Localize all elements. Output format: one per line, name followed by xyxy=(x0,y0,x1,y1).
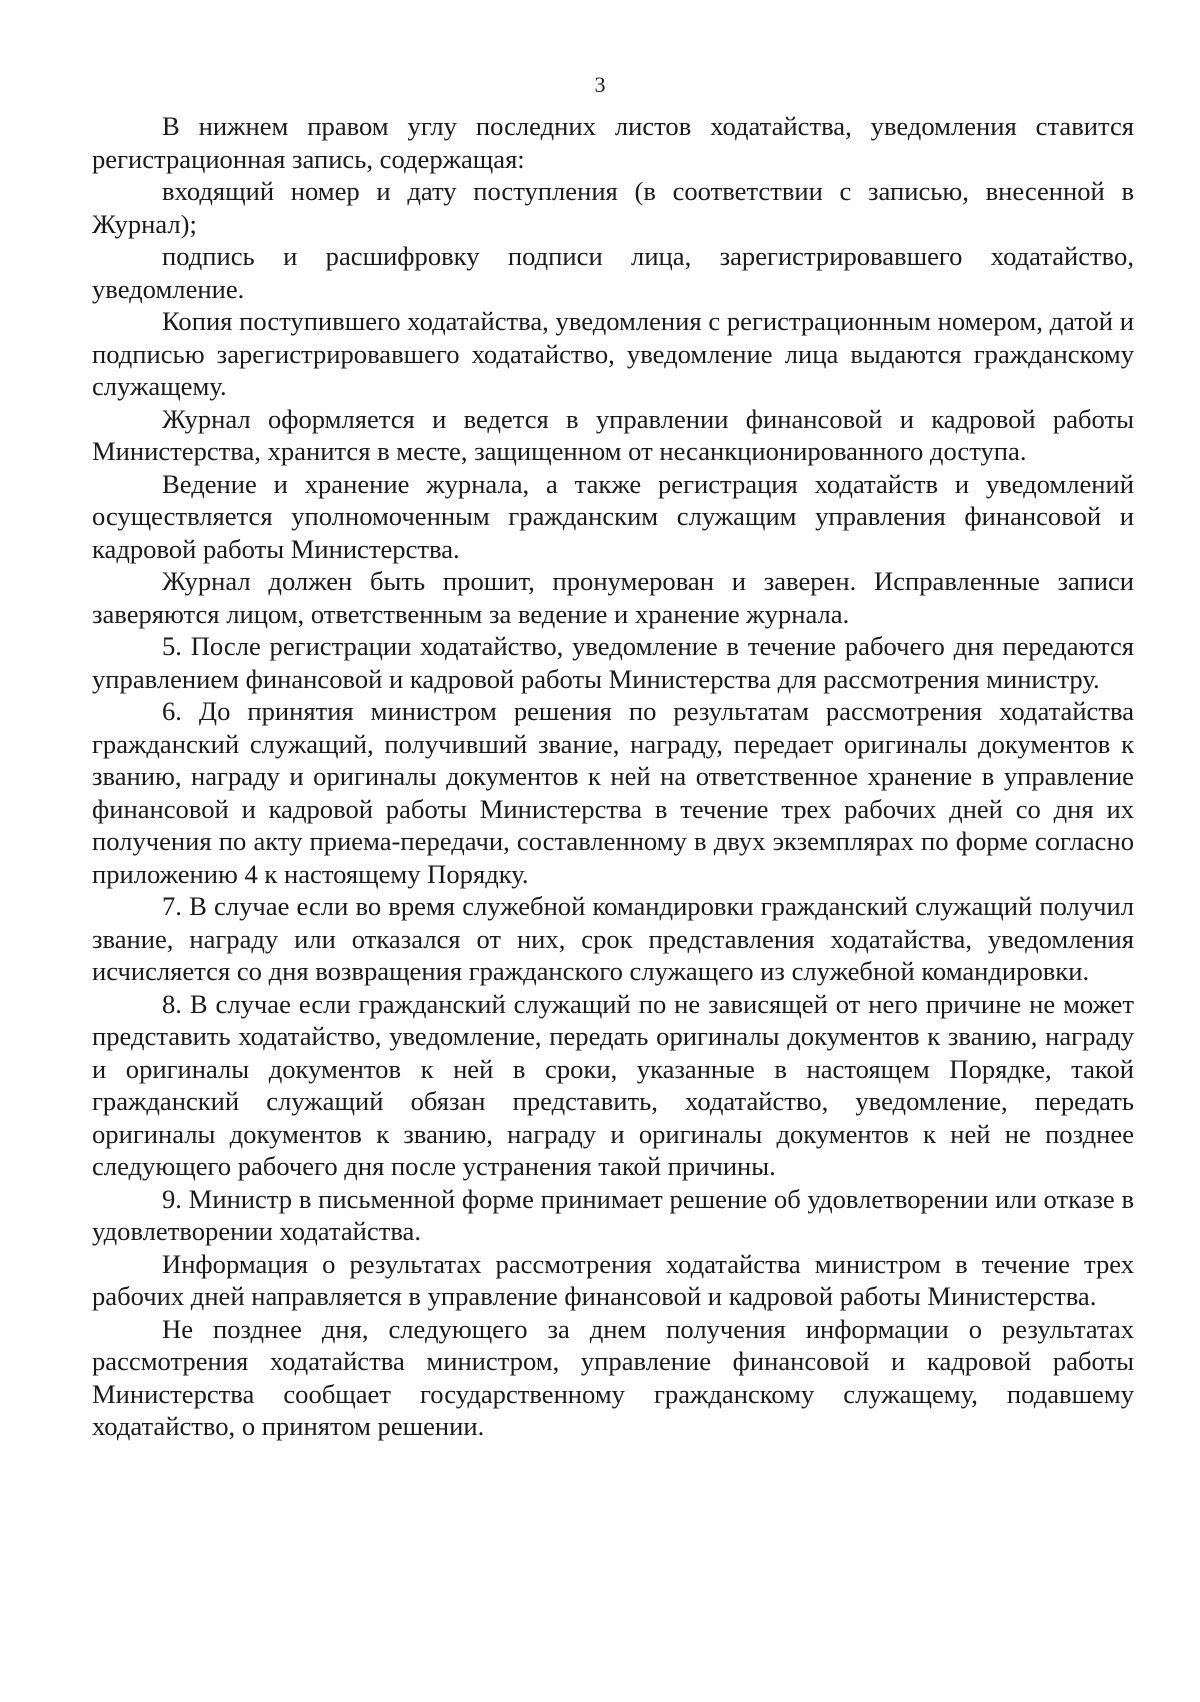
paragraph-item-5: 5. После регистрации ходатайство, уведомление в течение рабочего дня передаются управлением финансовой и кадровой работы Министерства для рассмотрения министру. xyxy=(92,631,1134,694)
document-body xyxy=(92,110,1134,1443)
paragraph-copy-issued: Копия поступившего ходатайства, уведомления с регистрационным номером, датой и подписью зарегистрировавшего ходатайство, уведомление лица выдаются гражданскому служащему. xyxy=(92,306,1134,401)
paragraph-incoming-number: входящий номер и дату поступления (в соответствии с записью, внесенной в Журнал); xyxy=(92,176,1134,239)
paragraph-registration-record: В нижнем правом углу последних листов ходатайства, уведомления ставится регистрационная запись, содержащая: xyxy=(92,111,1134,174)
page-number: 3 xyxy=(594,72,606,97)
paragraph-item-7: 7. В случае если во время служебной командировки гражданский служащий получил звание, награду или отказался от них, срок представления ходатайства, уведомления исчисляется со дня возвращения гражданского служащего из служебной командировки. xyxy=(92,891,1134,986)
paragraph-decision-notice: Не позднее дня, следующего за днем получения информации о результатах рассмотрения ходатайства министром, управление финансовой и кадровой работы Министерства сообщает государственному гражданскому служащему, подавшему ходатайство, о принятом решении. xyxy=(92,1313,1134,1441)
paragraph-journal-maintenance: Ведение и хранение журнала, а также регистрация ходатайств и уведомлений осуществляется уполномоченным гражданским служащим управления финансовой и кадровой работы Министерства. xyxy=(92,468,1134,564)
paragraph-item-9: 9. Министр в письменной форме принимает решение об удовлетворении или отказе в удовлетворении ходатайства. xyxy=(92,1183,1134,1246)
paragraph-item-6: 6. До принятия министром решения по результатам рассмотрения ходатайства гражданский служащий, получивший звание, награду, передает оригиналы документов к званию, награду и оригиналы документов к ней на ответственное хранение в управление финансовой и кадровой работы Министерства в течение трех рабочих дней со дня их получения по акту приема-передачи, составленному в двух экземплярах по форме согласно приложению 4 к настоящему Порядку. xyxy=(92,696,1134,889)
paragraph-journal-bound: Журнал должен быть прошит, пронумерован и заверен. Исправленные записи заверяются лицом, ответственным за ведение и хранение журнала. xyxy=(92,566,1134,629)
paragraph-result-information: Информация о результатах рассмотрения ходатайства министром в течение трех рабочих дней направляется в управление финансовой и кадровой работы Министерства. xyxy=(92,1248,1134,1311)
paragraph-signature: подпись и расшифровку подписи лица, зарегистрировавшего ходатайство, уведомление. xyxy=(92,241,1134,304)
paragraph-item-8: 8. В случае если гражданский служащий по не зависящей от него причине не может представить ходатайство, уведомление, передать оригиналы документов к званию, награду и оригиналы документов к ней в сроки, указанные в настоящем Порядке, такой гражданский служащий обязан представить, ходатайство, уведомление, передать оригиналы документов к званию, награду и оригиналы документов к ней не позднее следующего рабочего дня после устранения такой причины. xyxy=(92,988,1134,1181)
paragraph-journal-kept: Журнал оформляется и ведется в управлении финансовой и кадровой работы Министерства, хранится в месте, защищенном от несанкционированного доступа. xyxy=(92,403,1134,466)
